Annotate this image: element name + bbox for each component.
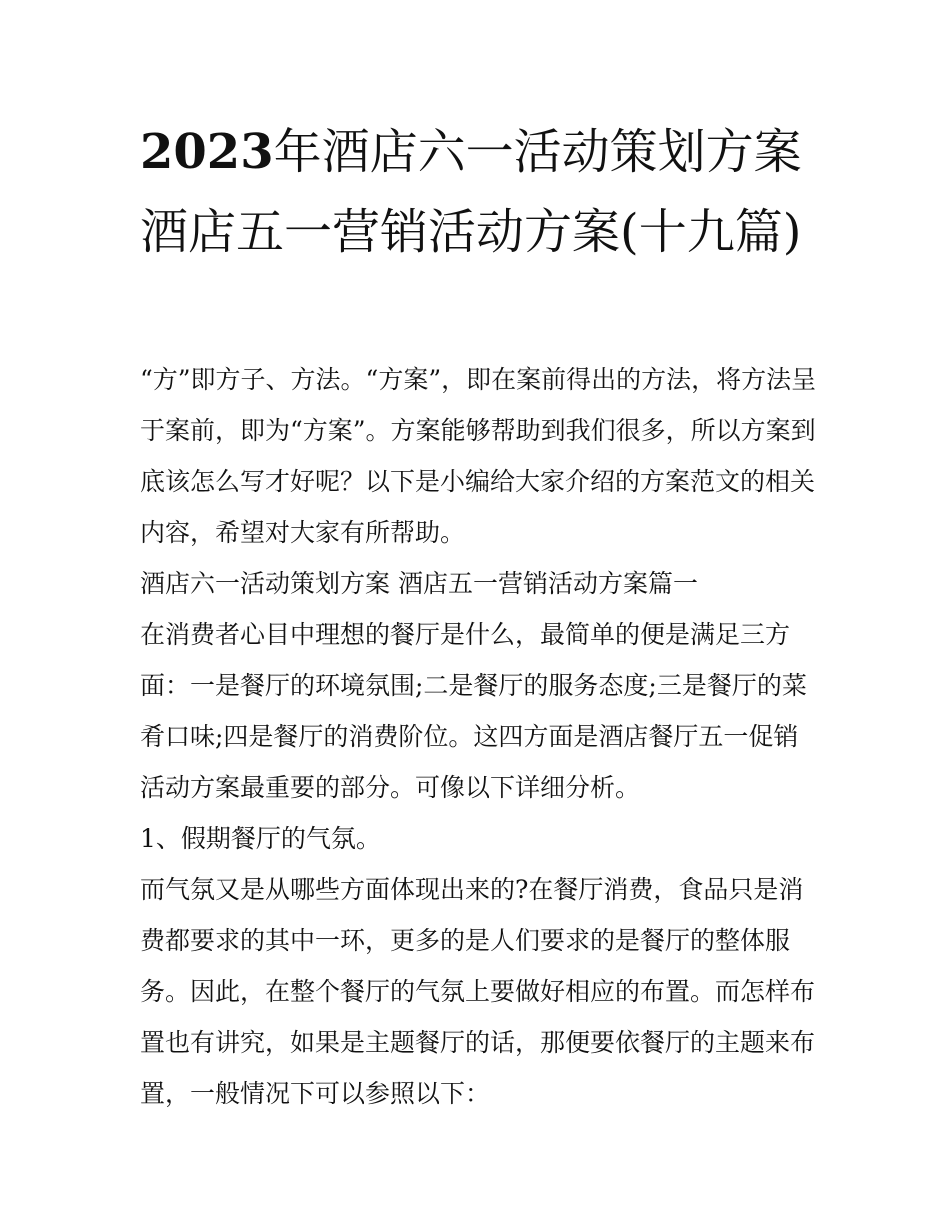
body-paragraph-1: 在消费者心目中理想的餐厅是什么，最简单的便是满足三方面：一是餐厅的环境氛围;二是餐厅的服务态度;三是餐厅的菜肴口味;四是餐厅的消费阶位。这四方面是酒店餐厅五一促销活动方案最重要的部分。可像以下详细分析。 [140, 620, 807, 802]
item-heading: 1、假期餐厅的气氛。 [140, 824, 381, 853]
intro-paragraph: “方”即方子、方法。“方案”，即在案前得出的方法，将方法呈于案前，即为“方案”。方案能够帮助到我们很多，所以方案到底该怎么写才好呢？以下是小编给大家介绍的方案范文的相关内容，希望对大家有所帮助。 [140, 365, 817, 547]
section-heading: 酒店六一活动策划方案 酒店五一营销活动方案篇一 [140, 569, 698, 598]
title-text: 年酒店六一活动策划方案酒店五一营销活动方案(十九篇) [140, 124, 802, 260]
document-title [140, 112, 820, 272]
body-paragraph-2: 而气氛又是从哪些方面体现出来的?在餐厅消费，食品只是消费都要求的其中一环，更多的是人们要求的是餐厅的整体服务。因此，在整个餐厅的气氛上要做好相应的布置。而怎样布置也有讲究，如果是主题餐厅的话，那便要依餐厅的主题来布置，一般情况下可以参照以下： [140, 875, 816, 1108]
title-year: 2023 [140, 124, 274, 180]
